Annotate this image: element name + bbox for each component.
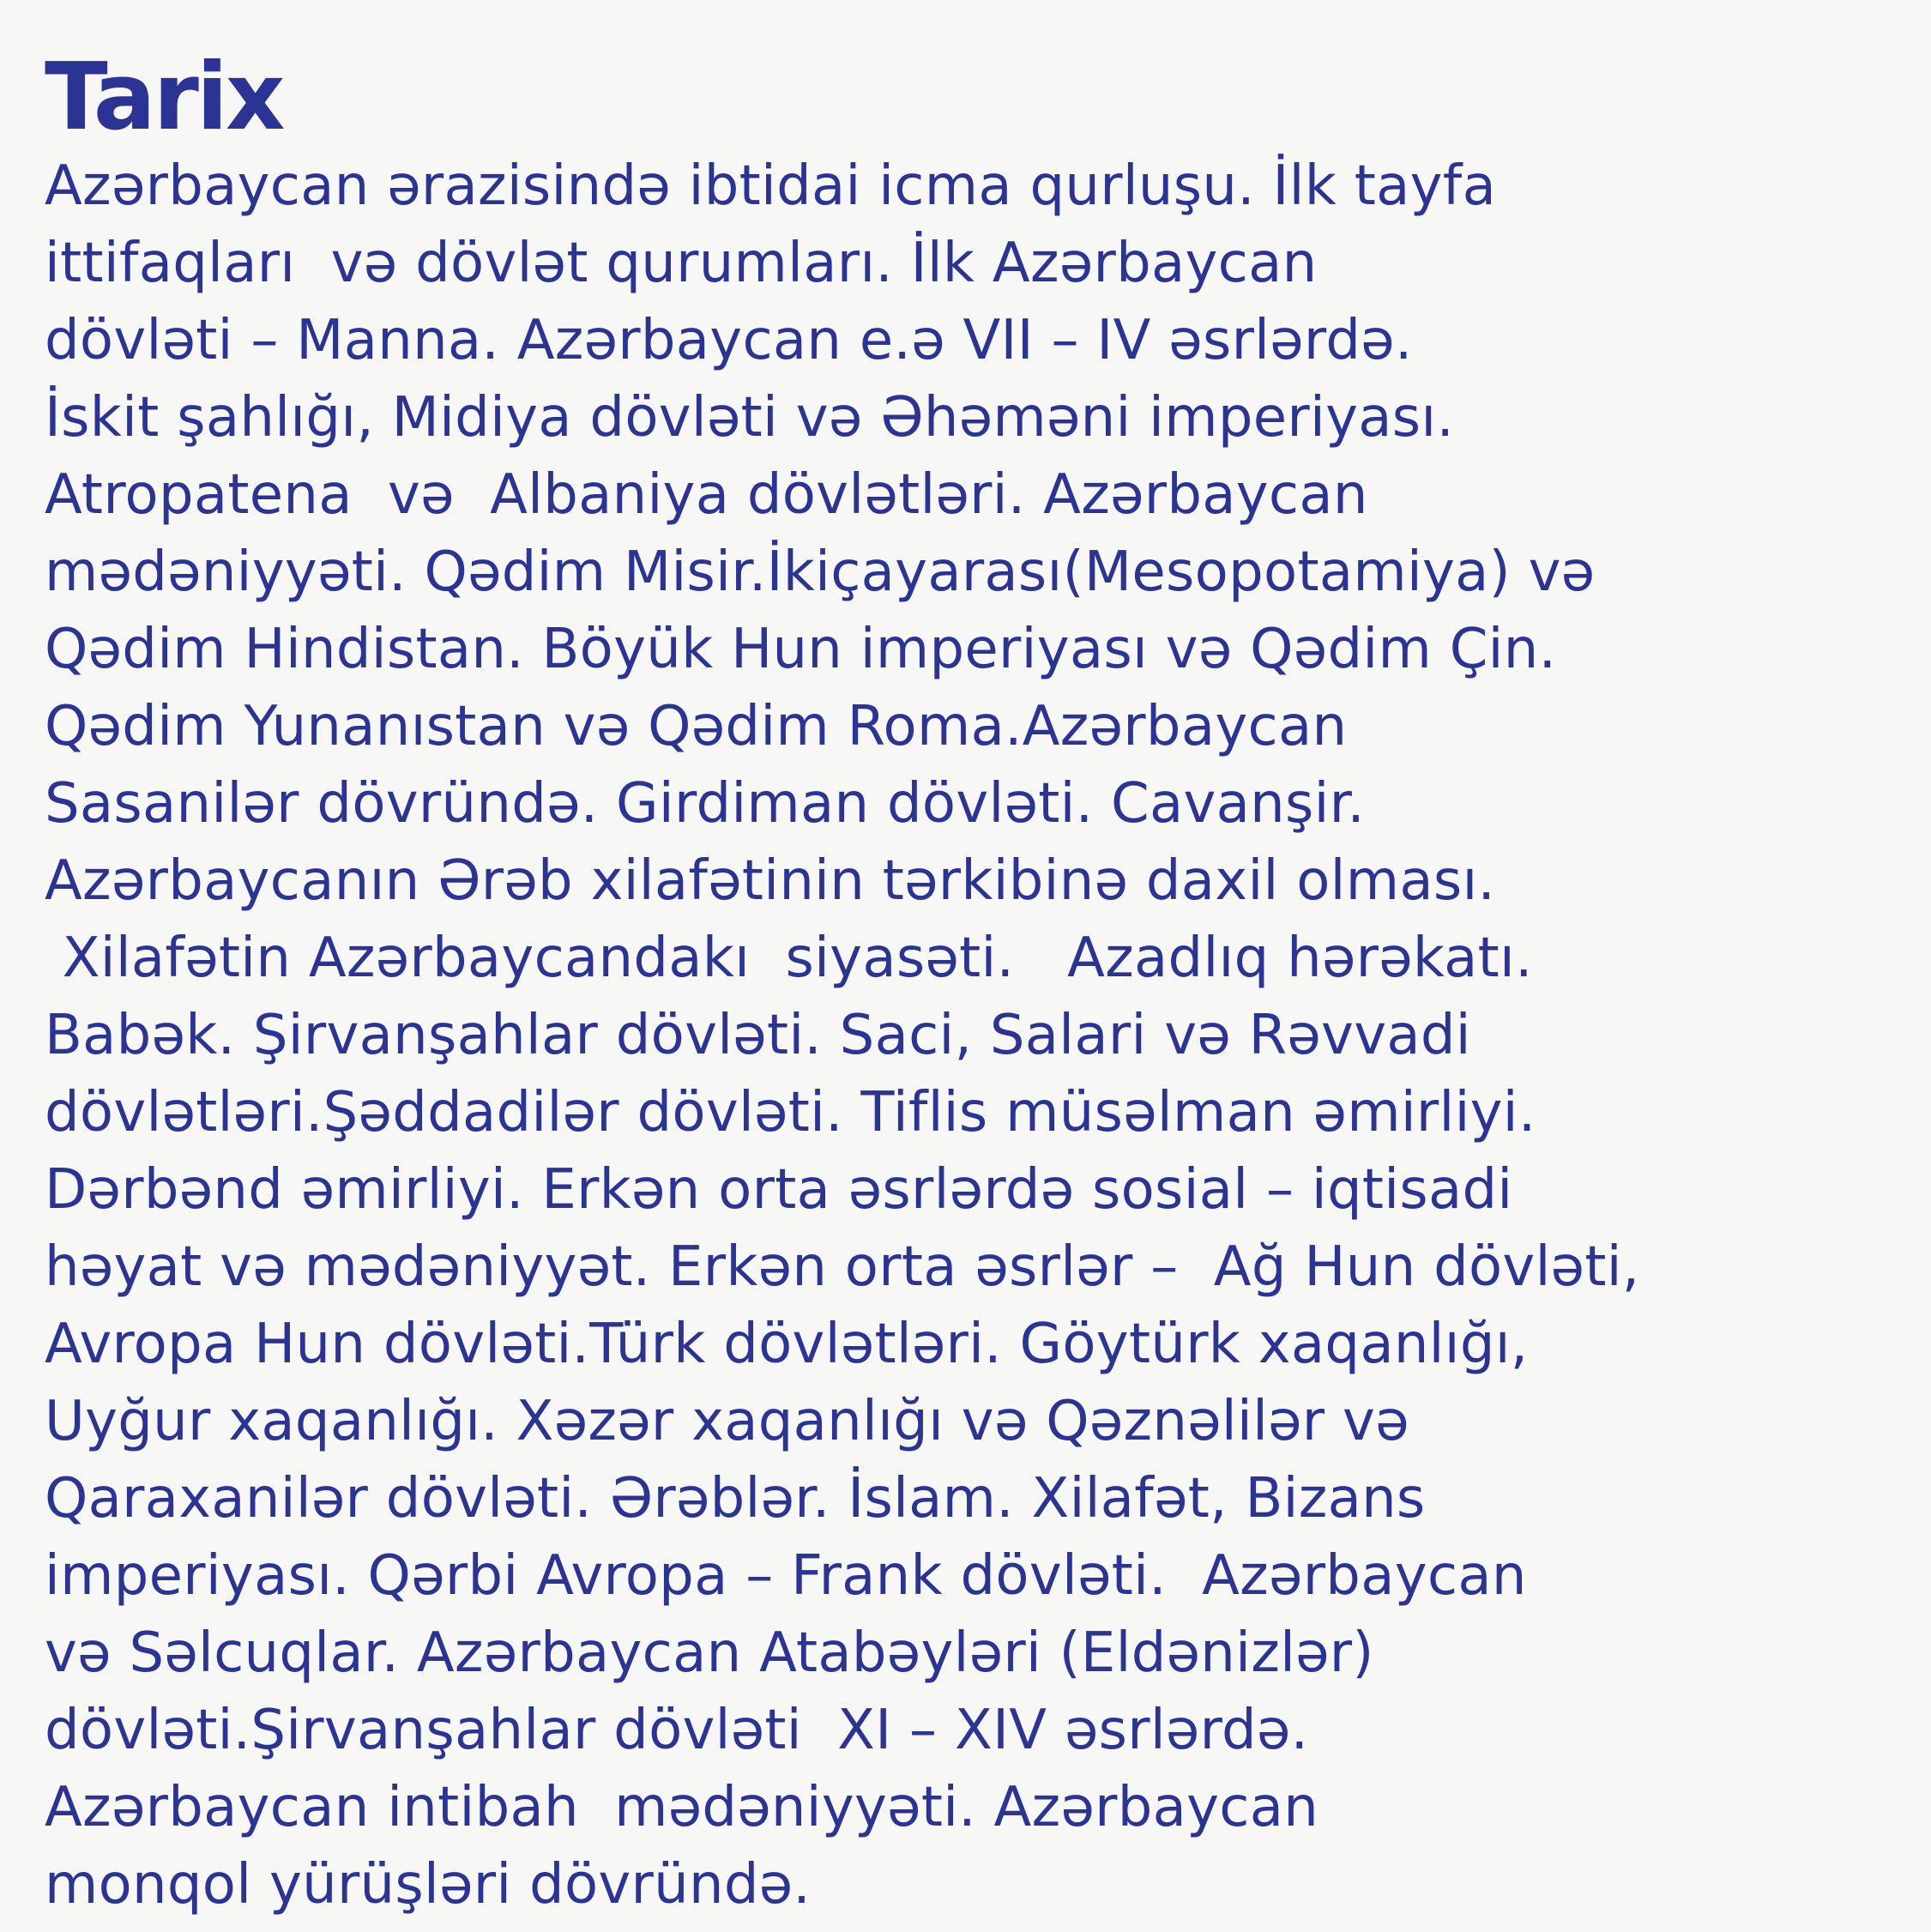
body-text [45,148,1915,1923]
text-line: Azərbaycan ərazisində ibtidai icma qurluşu. İlk tayfa [45,154,1497,218]
text-line: Qədim Hindistan. Böyük Hun imperiyası və Qədim Çin. [45,618,1557,681]
text-line: İskit şahlığı, Midiya dövləti və Əhəməni imperiyası. [45,386,1455,450]
page-title: Tarix [45,44,283,151]
text-line: Azərbaycan intibah mədəniyyəti. Azərbaycan [45,1776,1319,1839]
text-line: monqol yürüşləri dövründə. [45,1853,812,1917]
text-line: Sasanilər dövründə. Girdiman dövləti. Cavanşir. [45,772,1366,836]
text-line: dövləti – Manna. Azərbaycan e.ə VII – IV əsrlərdə. [45,309,1413,372]
text-line: Avropa Hun dövləti.Türk dövlətləri. Göytürk xaqanlığı, [45,1313,1529,1376]
text-line: mədəniyyəti. Qədim Misir.İkiçayarası(Mesopotamiya) və [45,540,1596,604]
text-line: Qaraxanilər dövləti. Ərəblər. İslam. Xilafət, Bizans [45,1467,1426,1531]
text-line: həyat və mədəniyyət. Erkən orta əsrlər – Ağ Hun dövləti, [45,1235,1640,1299]
text-line: Xilafətin Azərbaycandakı siyasəti. Azadlıq hərəkatı. [45,927,1533,990]
text-line: Babək. Şirvanşahlar dövləti. Saci, Salari və Rəvvadi [45,1004,1471,1067]
text-line: Atropatena və Albaniya dövlətləri. Azərbaycan [45,463,1368,527]
text-line: Qədim Yunanıstan və Qədim Roma.Azərbaycan [45,695,1348,758]
text-line: imperiyası. Qərbi Avropa – Frank dövləti. Azərbaycan [45,1544,1527,1608]
text-line: Dərbənd əmirliyi. Erkən orta əsrlərdə sosial – iqtisadi [45,1158,1513,1222]
text-line: dövlətləri.Şəddadilər dövləti. Tiflis müsəlman əmirliyi. [45,1081,1536,1144]
text-line: ittifaqları və dövlət qurumları. İlk Azərbaycan [45,232,1318,295]
text-line: və Səlcuqlar. Azərbaycan Atabəyləri (Eldənizlər) [45,1621,1374,1685]
text-line: Azərbaycanın Ərəb xilafətinin tərkibinə daxil olması. [45,849,1496,913]
text-line: dövləti.Şirvanşahlar dövləti XI – XIV əsrlərdə. [45,1699,1309,1762]
text-line: Uyğur xaqanlığı. Xəzər xaqanlığı və Qəznəlilər və [45,1390,1409,1453]
